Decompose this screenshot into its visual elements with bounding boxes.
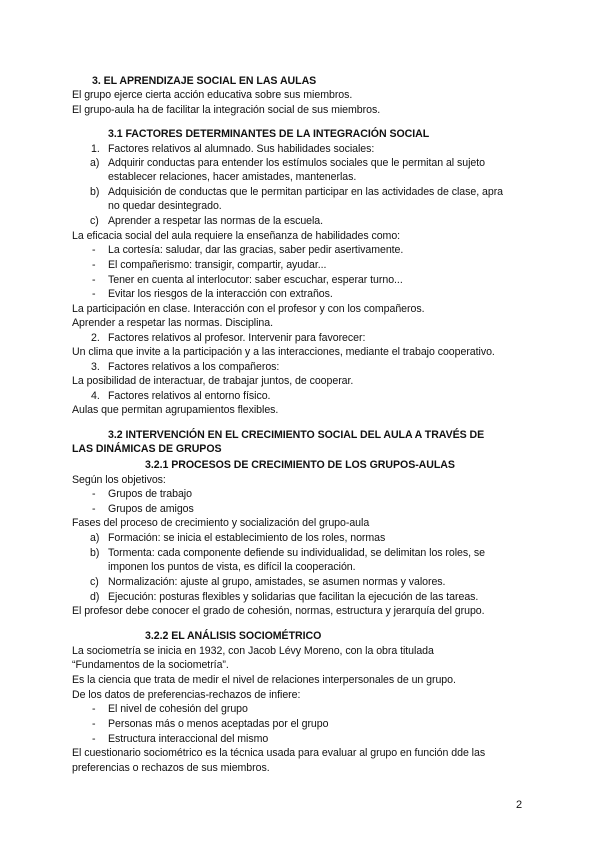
list-item: Adquisición de conductas que le permitan participar en las actividades de clase, apra: [108, 186, 504, 198]
list-number: 4.: [91, 390, 100, 402]
paragraph: Un clima que invite a la participación y a las interacciones, mediante el trabajo cooperativo.: [72, 346, 495, 358]
list-marker: d): [90, 591, 100, 603]
section-3-2-2-heading: 3.2.2 EL ANÁLISIS SOCIOMÉTRICO: [145, 630, 322, 642]
list-item: Grupos de trabajo: [108, 488, 192, 500]
paragraph: La posibilidad de interactuar, de trabajar juntos, de cooperar.: [72, 375, 354, 387]
list-item: Tormenta: cada componente defiende su individualidad, se delimitan los roles, se: [108, 547, 486, 559]
list-number: 1.: [91, 143, 100, 155]
dash-marker: -: [92, 503, 96, 515]
list-item: El nivel de cohesión del grupo: [108, 703, 248, 715]
list-item: Ejecución: posturas flexibles y solidarias que facilitan la ejecución de las tareas.: [108, 591, 479, 603]
paragraph: Aprender a respetar las normas. Disciplina.: [72, 317, 273, 329]
list-item: Normalización: ajuste al grupo, amistades, se asumen normas y valores.: [108, 576, 446, 588]
paragraph: La participación en clase. Interacción con el profesor y con los compañeros.: [72, 303, 425, 315]
paragraph: El cuestionario sociométrico es la técnica usada para evaluar al grupo en función dde las: [72, 747, 486, 759]
list-marker: c): [90, 215, 99, 227]
section-3-2-heading-cont: LAS DINÁMICAS DE GRUPOS: [72, 443, 222, 455]
paragraph: El grupo-aula ha de facilitar la integración social de sus miembros.: [72, 104, 381, 116]
section-3-1-heading: 3.1 FACTORES DETERMINANTES DE LA INTEGRACIÓN SOCIAL: [108, 128, 430, 140]
list-item: Formación: se inicia el establecimiento de los roles, normas: [108, 532, 386, 544]
list-item: El compañerismo: transigir, compartir, ayudar...: [108, 259, 327, 271]
paragraph: Según los objetivos:: [72, 474, 166, 486]
paragraph: El profesor debe conocer el grado de cohesión, normas, estructura y jerarquía del grupo.: [72, 605, 485, 617]
paragraph: De los datos de preferencias-rechazos de infiere:: [72, 689, 301, 701]
paragraph: La eficacia social del aula requiere la enseñanza de habilidades como:: [72, 230, 401, 242]
paragraph: Fases del proceso de crecimiento y socialización del grupo-aula: [72, 517, 370, 529]
list-item: Factores relativos a los compañeros:: [108, 361, 280, 373]
list-number: 3.: [91, 361, 100, 373]
list-item: Factores relativos al alumnado. Sus habilidades sociales:: [108, 143, 375, 155]
list-item: Aprender a respetar las normas de la escuela.: [108, 215, 324, 227]
list-item-continuation: no quedar desintegrado.: [108, 200, 222, 212]
list-item: La cortesía: saludar, dar las gracias, saber pedir asertivamente.: [108, 244, 404, 256]
list-marker: a): [90, 532, 100, 544]
list-item: Tener en cuenta al interlocutor: saber escuchar, esperar turno...: [108, 274, 403, 286]
list-item: Estructura interaccional del mismo: [108, 733, 269, 745]
list-marker: b): [90, 547, 100, 559]
dash-marker: -: [92, 733, 96, 745]
list-item: Personas más o menos aceptadas por el grupo: [108, 718, 329, 730]
list-item: Factores relativos al entorno físico.: [108, 390, 271, 402]
section-3-2-heading: 3.2 INTERVENCIÓN EN EL CRECIMIENTO SOCIAL DEL AULA A TRAVÉS DE: [108, 429, 485, 441]
paragraph: “Fundamentos de la sociometría”.: [72, 659, 229, 671]
list-marker: c): [90, 576, 99, 588]
paragraph: El grupo ejerce cierta acción educativa sobre sus miembros.: [72, 89, 353, 101]
section-3-2-1-heading: 3.2.1 PROCESOS DE CRECIMIENTO DE LOS GRUPOS-AULAS: [145, 459, 455, 471]
section-3-heading: 3. EL APRENDIZAJE SOCIAL EN LAS AULAS: [92, 75, 317, 87]
dash-marker: -: [92, 488, 96, 500]
list-item-continuation: establecer relaciones, hacer amistades, mantenerlas.: [108, 171, 357, 183]
list-item: Grupos de amigos: [108, 503, 194, 515]
dash-marker: -: [92, 259, 96, 271]
page-number: 2: [516, 799, 523, 811]
list-item: Adquirir conductas para entender los estímulos sociales que le permitan al sujeto: [108, 157, 485, 169]
paragraph: Es la ciencia que trata de medir el nivel de relaciones interpersonales de un grupo.: [72, 674, 456, 686]
dash-marker: -: [92, 288, 96, 300]
list-item: Factores relativos al profesor. Intervenir para favorecer:: [108, 332, 366, 344]
dash-marker: -: [92, 274, 96, 286]
list-item: Evitar los riesgos de la interacción con extraños.: [108, 288, 333, 300]
paragraph: La sociometría se inicia en 1932, con Jacob Lévy Moreno, con la obra titulada: [72, 645, 434, 657]
paragraph: preferencias o rechazos de sus miembros.: [72, 762, 270, 774]
dash-marker: -: [92, 703, 96, 715]
list-marker: a): [90, 157, 100, 169]
list-marker: b): [90, 186, 100, 198]
dash-marker: -: [92, 718, 96, 730]
list-number: 2.: [91, 332, 100, 344]
dash-marker: -: [92, 244, 96, 256]
list-item-continuation: imponen los puntos de vista, es difícil la cooperación.: [108, 561, 356, 573]
paragraph: Aulas que permitan agrupamientos flexibles.: [72, 404, 279, 416]
